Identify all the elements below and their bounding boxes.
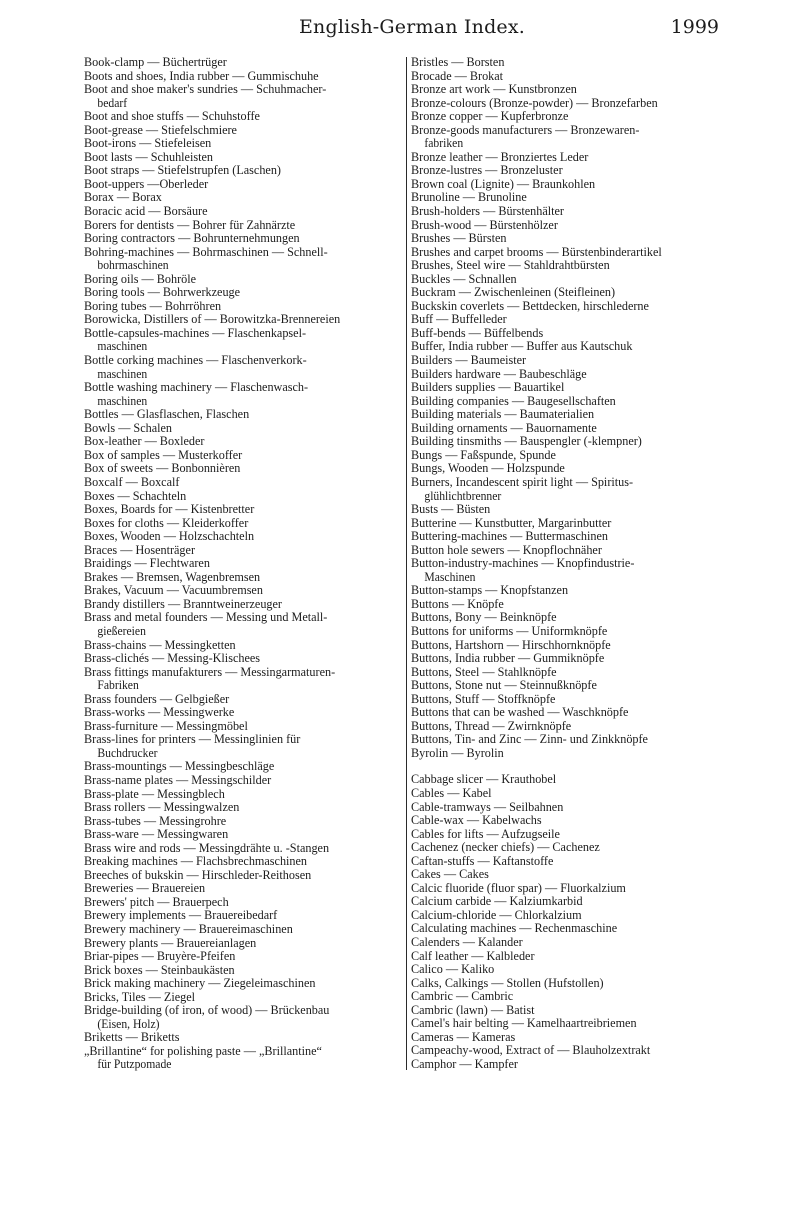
index-entry: Buttons, India rubber — Gummiknöpfe xyxy=(411,651,605,666)
index-entry: Brass-mountings — Messingbeschläge xyxy=(84,759,275,774)
index-entry: Bottle-capsules-machines — Flaschenkapsel- xyxy=(84,325,307,340)
index-entry: Bohring-machines — Bohrmaschinen — Schnell- xyxy=(84,244,328,259)
index-entry: Cabbage slicer — Krauthobel xyxy=(411,772,557,787)
index-entry: Breweries — Brauereien xyxy=(84,881,206,896)
index-entry-continuation: maschinen xyxy=(97,393,148,408)
index-entry: Boxes — Schachteln xyxy=(84,488,187,503)
index-entry: Builders — Baumeister xyxy=(411,353,527,368)
index-entry-continuation: Buchdrucker xyxy=(97,745,158,760)
index-entry: Brushes — Bürsten xyxy=(411,231,507,246)
index-entry: Buttering-machines — Buttermaschinen xyxy=(411,529,608,544)
index-entry: Builders hardware — Baubeschläge xyxy=(411,366,587,381)
index-entry-continuation: gießereien xyxy=(97,623,146,638)
index-entry: Byrolin — Byrolin xyxy=(411,745,504,760)
index-entry: Cable-tramways — Seilbahnen xyxy=(411,799,564,814)
index-entry: Boxes for cloths — Kleiderkoffer xyxy=(84,515,249,530)
index-entry: Brewery machinery — Brauereimaschinen xyxy=(84,922,293,936)
index-entry: Campeachy-wood, Extract of — Blauholzextrakt xyxy=(411,1043,651,1058)
index-entry: Bronze-lustres — Bronzeluster xyxy=(411,163,563,178)
index-entry: Cakes — Cakes xyxy=(411,867,489,882)
index-entry-continuation: glühlichtbrenner xyxy=(424,488,502,503)
index-entry: Brass-chains — Messingketten xyxy=(84,637,236,652)
index-entry: Boots and shoes, India rubber — Gummischuhe xyxy=(84,68,319,83)
index-entry: Brush-wood — Bürstenhölzer xyxy=(411,217,558,232)
index-entry-continuation: (Eisen, Holz) xyxy=(97,1016,160,1031)
index-entry: Buffer, India rubber — Buffer aus Kautschuk xyxy=(411,339,633,354)
index-entry-continuation: maschinen xyxy=(97,339,148,354)
index-entry: Borowicka, Distillers of — Borowitzka-Brennereien xyxy=(84,312,341,327)
index-entry: Calenders — Kalander xyxy=(411,935,523,949)
index-entry: Box of samples — Musterkoffer xyxy=(84,447,243,462)
index-entry: Box of sweets — Bonbonnièren xyxy=(84,461,241,476)
index-entry: Book-clamp — Büchertrüger xyxy=(84,55,227,69)
index-entry: Bottles — Glasflaschen, Flaschen xyxy=(84,407,250,422)
index-entry: Brass-plate — Messingblech xyxy=(84,786,225,801)
index-entry: Brass and metal founders — Messing und Metall- xyxy=(84,610,328,625)
index-entry: Briar-pipes — Bruyère-Pfeifen xyxy=(84,949,236,964)
index-entry: Cachenez (necker chiefs) — Cachenez xyxy=(411,840,600,855)
index-entry: Brocade — Brokat xyxy=(411,68,504,83)
index-entry: Brushes and carpet brooms — Bürstenbinderartikel xyxy=(411,244,662,259)
index-entry: Buttons that can be washed — Waschknöpfe xyxy=(411,705,629,720)
index-entry: Burners, Incandescent spirit light — Spiritus- xyxy=(411,474,634,489)
index-entry: Buff-bends — Büffelbends xyxy=(411,325,544,340)
index-entry: Boot-uppers —Oberleder xyxy=(84,176,209,191)
index-entry: Brass founders — Gelbgießer xyxy=(84,691,230,706)
index-entry: Calcic fluoride (fluor spar) — Fluorkalzium xyxy=(411,880,626,895)
index-entry: „Brillantine“ for polishing paste — „Brillantine“ xyxy=(84,1043,322,1058)
index-entry: Brass-tubes — Messingrohre xyxy=(84,813,227,828)
index-entry-continuation: bohrmaschinen xyxy=(97,258,169,273)
index-entry: Boring tools — Bohrwerkzeuge xyxy=(84,285,241,300)
index-entry: Brakes, Vacuum — Vacuumbremsen xyxy=(84,583,263,598)
index-entry: Buttons, Stuff — Stoffknöpfe xyxy=(411,691,556,706)
index-column-left xyxy=(84,56,404,1072)
index-entry: Brush-holders — Bürstenhälter xyxy=(411,204,564,219)
page-title: English-German Index. xyxy=(298,16,526,38)
index-entry: Building ornaments — Bauornamente xyxy=(411,420,597,435)
index-entry: Bottle washing machinery — Flaschenwasch- xyxy=(84,380,309,395)
index-entry: Caftan-stuffs — Kaftanstoffe xyxy=(411,853,554,868)
index-entry: Bricks, Tiles — Ziegel xyxy=(84,989,196,1004)
index-entry: Cables for lifts — Aufzugseile xyxy=(411,826,560,841)
index-entry: Camel's hair belting — Kamelhaartreibriemen xyxy=(411,1016,637,1031)
index-entry: Brass-clichés — Messing-Klischees xyxy=(84,651,261,666)
index-entry: Bridge-building (of iron, of wood) — Brückenbau xyxy=(84,1003,330,1018)
index-entry: Building materials — Baumaterialien xyxy=(411,407,595,422)
index-entry: Builders supplies — Bauartikel xyxy=(411,380,565,395)
index-entry: Brass wire and rods — Messingdrähte u. -Stangen xyxy=(84,840,330,855)
index-entry: Brass fittings manufakturers — Messingarmaturen- xyxy=(84,664,336,679)
index-entry: Brass rollers — Messingwalzen xyxy=(84,800,240,815)
index-entry: Bristles — Borsten xyxy=(411,55,505,69)
index-entry: Boring tubes — Bohrröhren xyxy=(84,298,222,313)
index-entry: Box-leather — Boxleder xyxy=(84,434,205,449)
index-entry: Bungs, Wooden — Holzspunde xyxy=(411,461,565,476)
index-entry: Camphor — Kampfer xyxy=(411,1056,518,1071)
index-entry: Buttons for uniforms — Uniformknöpfe xyxy=(411,623,608,638)
index-entry-continuation: fabriken xyxy=(424,136,464,151)
index-entry: Calculating machines — Rechenmaschine xyxy=(411,921,618,936)
index-entry: Borax — Borax xyxy=(84,190,162,205)
index-entry: Braces — Hosenträger xyxy=(84,542,195,557)
index-entry: Boring oils — Bohröle xyxy=(84,271,197,286)
index-entry: Buttons, Stone nut — Steinnußknöpfe xyxy=(411,678,597,693)
index-entry: Brewery plants — Brauereianlagen xyxy=(84,935,257,950)
index-entry: Bronze copper — Kupferbronze xyxy=(411,109,569,124)
index-entry: Brick boxes — Steinbaukästen xyxy=(84,962,235,977)
index-entry: Bottle corking machines — Flaschenverkork- xyxy=(84,353,307,368)
index-entry: Buff — Buffelleder xyxy=(411,312,507,327)
index-entry: Boot-irons — Stiefeleisen xyxy=(84,136,212,151)
index-column-right xyxy=(411,56,721,1071)
index-entry: Boot and shoe stuffs — Schuhstoffe xyxy=(84,109,260,124)
index-entry: Boring contractors — Bohrunternehmungen xyxy=(84,231,300,246)
index-entry: Breeches of bukskin — Hirschleder-Reithosen xyxy=(84,867,312,882)
index-entry: Boracic acid — Borsäure xyxy=(84,204,208,219)
index-entry-continuation: Maschinen xyxy=(424,569,476,584)
index-entry: Boot-grease — Stiefelschmiere xyxy=(84,122,237,137)
index-entry: Brass-lines for printers — Messinglinien für xyxy=(84,732,301,747)
index-entry: Boot straps — Stiefelstrupfen (Laschen) xyxy=(84,163,281,178)
index-entry: Brick making machinery — Ziegeleimaschinen xyxy=(84,976,316,991)
index-entry: Calks, Calkings — Stollen (Hufstollen) xyxy=(411,975,604,990)
index-entry: Breaking machines — Flachsbrechmaschinen xyxy=(84,854,308,869)
index-entry: Boot lasts — Schuhleisten xyxy=(84,149,213,164)
index-entry: Calcium-chloride — Chlorkalzium xyxy=(411,907,582,922)
index-entry: Busts — Büsten xyxy=(411,502,491,517)
index-entry: Cables — Kabel xyxy=(411,785,492,800)
index-entry: Brass-ware — Messingwaren xyxy=(84,827,229,842)
index-entry: Buttons, Tin- and Zinc — Zinn- und Zinkknöpfe xyxy=(411,732,648,747)
index-entry: Buckram — Zwischenleinen (Steifleinen) xyxy=(411,285,616,300)
index-entry: Buttons, Hartshorn — Hirschhornknöpfe xyxy=(411,637,611,652)
index-entry: Bungs — Faßspunde, Spunde xyxy=(411,447,556,462)
index-entry: Brass-works — Messingwerke xyxy=(84,705,235,720)
index-entry: Brandy distillers — Branntweinerzeuger xyxy=(84,596,282,611)
index-entry: Buttons, Thread — Zwirnknöpfe xyxy=(411,718,572,733)
index-entry: Brown coal (Lignite) — Braunkohlen xyxy=(411,176,596,191)
index-entry: Building tinsmiths — Bauspengler (-klempner) xyxy=(411,434,642,449)
index-entry: Brushes, Steel wire — Stahldrahtbürsten xyxy=(411,258,610,273)
index-entry: Buckles — Schnallen xyxy=(411,271,517,286)
index-entry: Briketts — Briketts xyxy=(84,1030,180,1045)
index-entry: Boxcalf — Boxcalf xyxy=(84,474,180,489)
index-entry: Cambric (lawn) — Batist xyxy=(411,1002,535,1017)
index-entry: Cable-wax — Kabelwachs xyxy=(411,813,542,828)
column-divider xyxy=(406,57,407,1070)
index-entry: Calcium carbide — Kalziumkarbid xyxy=(411,894,583,909)
index-entry: Boot and shoe maker's sundries — Schuhmacher- xyxy=(84,82,327,97)
index-entry: Cameras — Kameras xyxy=(411,1029,516,1044)
index-entry: Calf leather — Kalbleder xyxy=(411,948,535,963)
index-entry: Button-stamps — Knopfstanzen xyxy=(411,583,569,598)
index-entry: Brakes — Bremsen, Wagenbremsen xyxy=(84,569,261,584)
index-entry: Bronze art work — Kunstbronzen xyxy=(411,82,577,97)
index-entry: Brewery implements — Brauereibedarf xyxy=(84,908,278,923)
index-entry: Brass-name plates — Messingschilder xyxy=(84,772,272,787)
index-entry: Bronze-colours (Bronze-powder) — Bronzefarben xyxy=(411,95,658,110)
index-entry: Boxes, Boards for — Kistenbretter xyxy=(84,502,255,517)
index-entry-continuation: für Putzpomade xyxy=(97,1057,172,1072)
index-entry: Calico — Kaliko xyxy=(411,962,495,977)
index-entry-continuation: bedarf xyxy=(97,95,128,110)
index-entry: Cambric — Cambric xyxy=(411,989,514,1004)
index-entry: Buckskin coverlets — Bettdecken, hirschlederne xyxy=(411,298,649,313)
index-entry: Button-industry-machines — Knopfindustrie- xyxy=(411,556,635,571)
page-header xyxy=(0,8,803,42)
index-entry: Building companies — Baugesellschaften xyxy=(411,393,616,408)
index-entry: Boxes, Wooden — Holzschachteln xyxy=(84,529,255,544)
page-number: 1999 xyxy=(670,16,719,38)
index-entry: Buttons, Steel — Stahlknöpfe xyxy=(411,664,557,679)
index-entry: Braidings — Flechtwaren xyxy=(84,556,210,571)
index-entry: Button hole sewers — Knopflochnäher xyxy=(411,542,602,557)
index-entry: Bronze leather — Bronziertes Leder xyxy=(411,149,589,164)
index-entry: Borers for dentists — Bohrer für Zahnärzte xyxy=(84,217,296,232)
index-entry: Butterine — Kunstbutter, Margarinbutter xyxy=(411,515,612,530)
index-entry: Brunoline — Brunoline xyxy=(411,190,527,205)
index-entry: Brass-furniture — Messingmöbel xyxy=(84,718,248,733)
index-entry: Bowls — Schalen xyxy=(84,420,173,435)
index-entry: Buttons, Bony — Beinknöpfe xyxy=(411,610,557,625)
index-entry: Brewers' pitch — Brauerpech xyxy=(84,894,229,909)
index-entry-continuation: maschinen xyxy=(97,366,148,381)
index-entry-continuation: Fabriken xyxy=(97,678,139,693)
index-entry: Bronze-goods manufacturers — Bronzewaren- xyxy=(411,122,640,137)
index-entry: Buttons — Knöpfe xyxy=(411,596,504,611)
